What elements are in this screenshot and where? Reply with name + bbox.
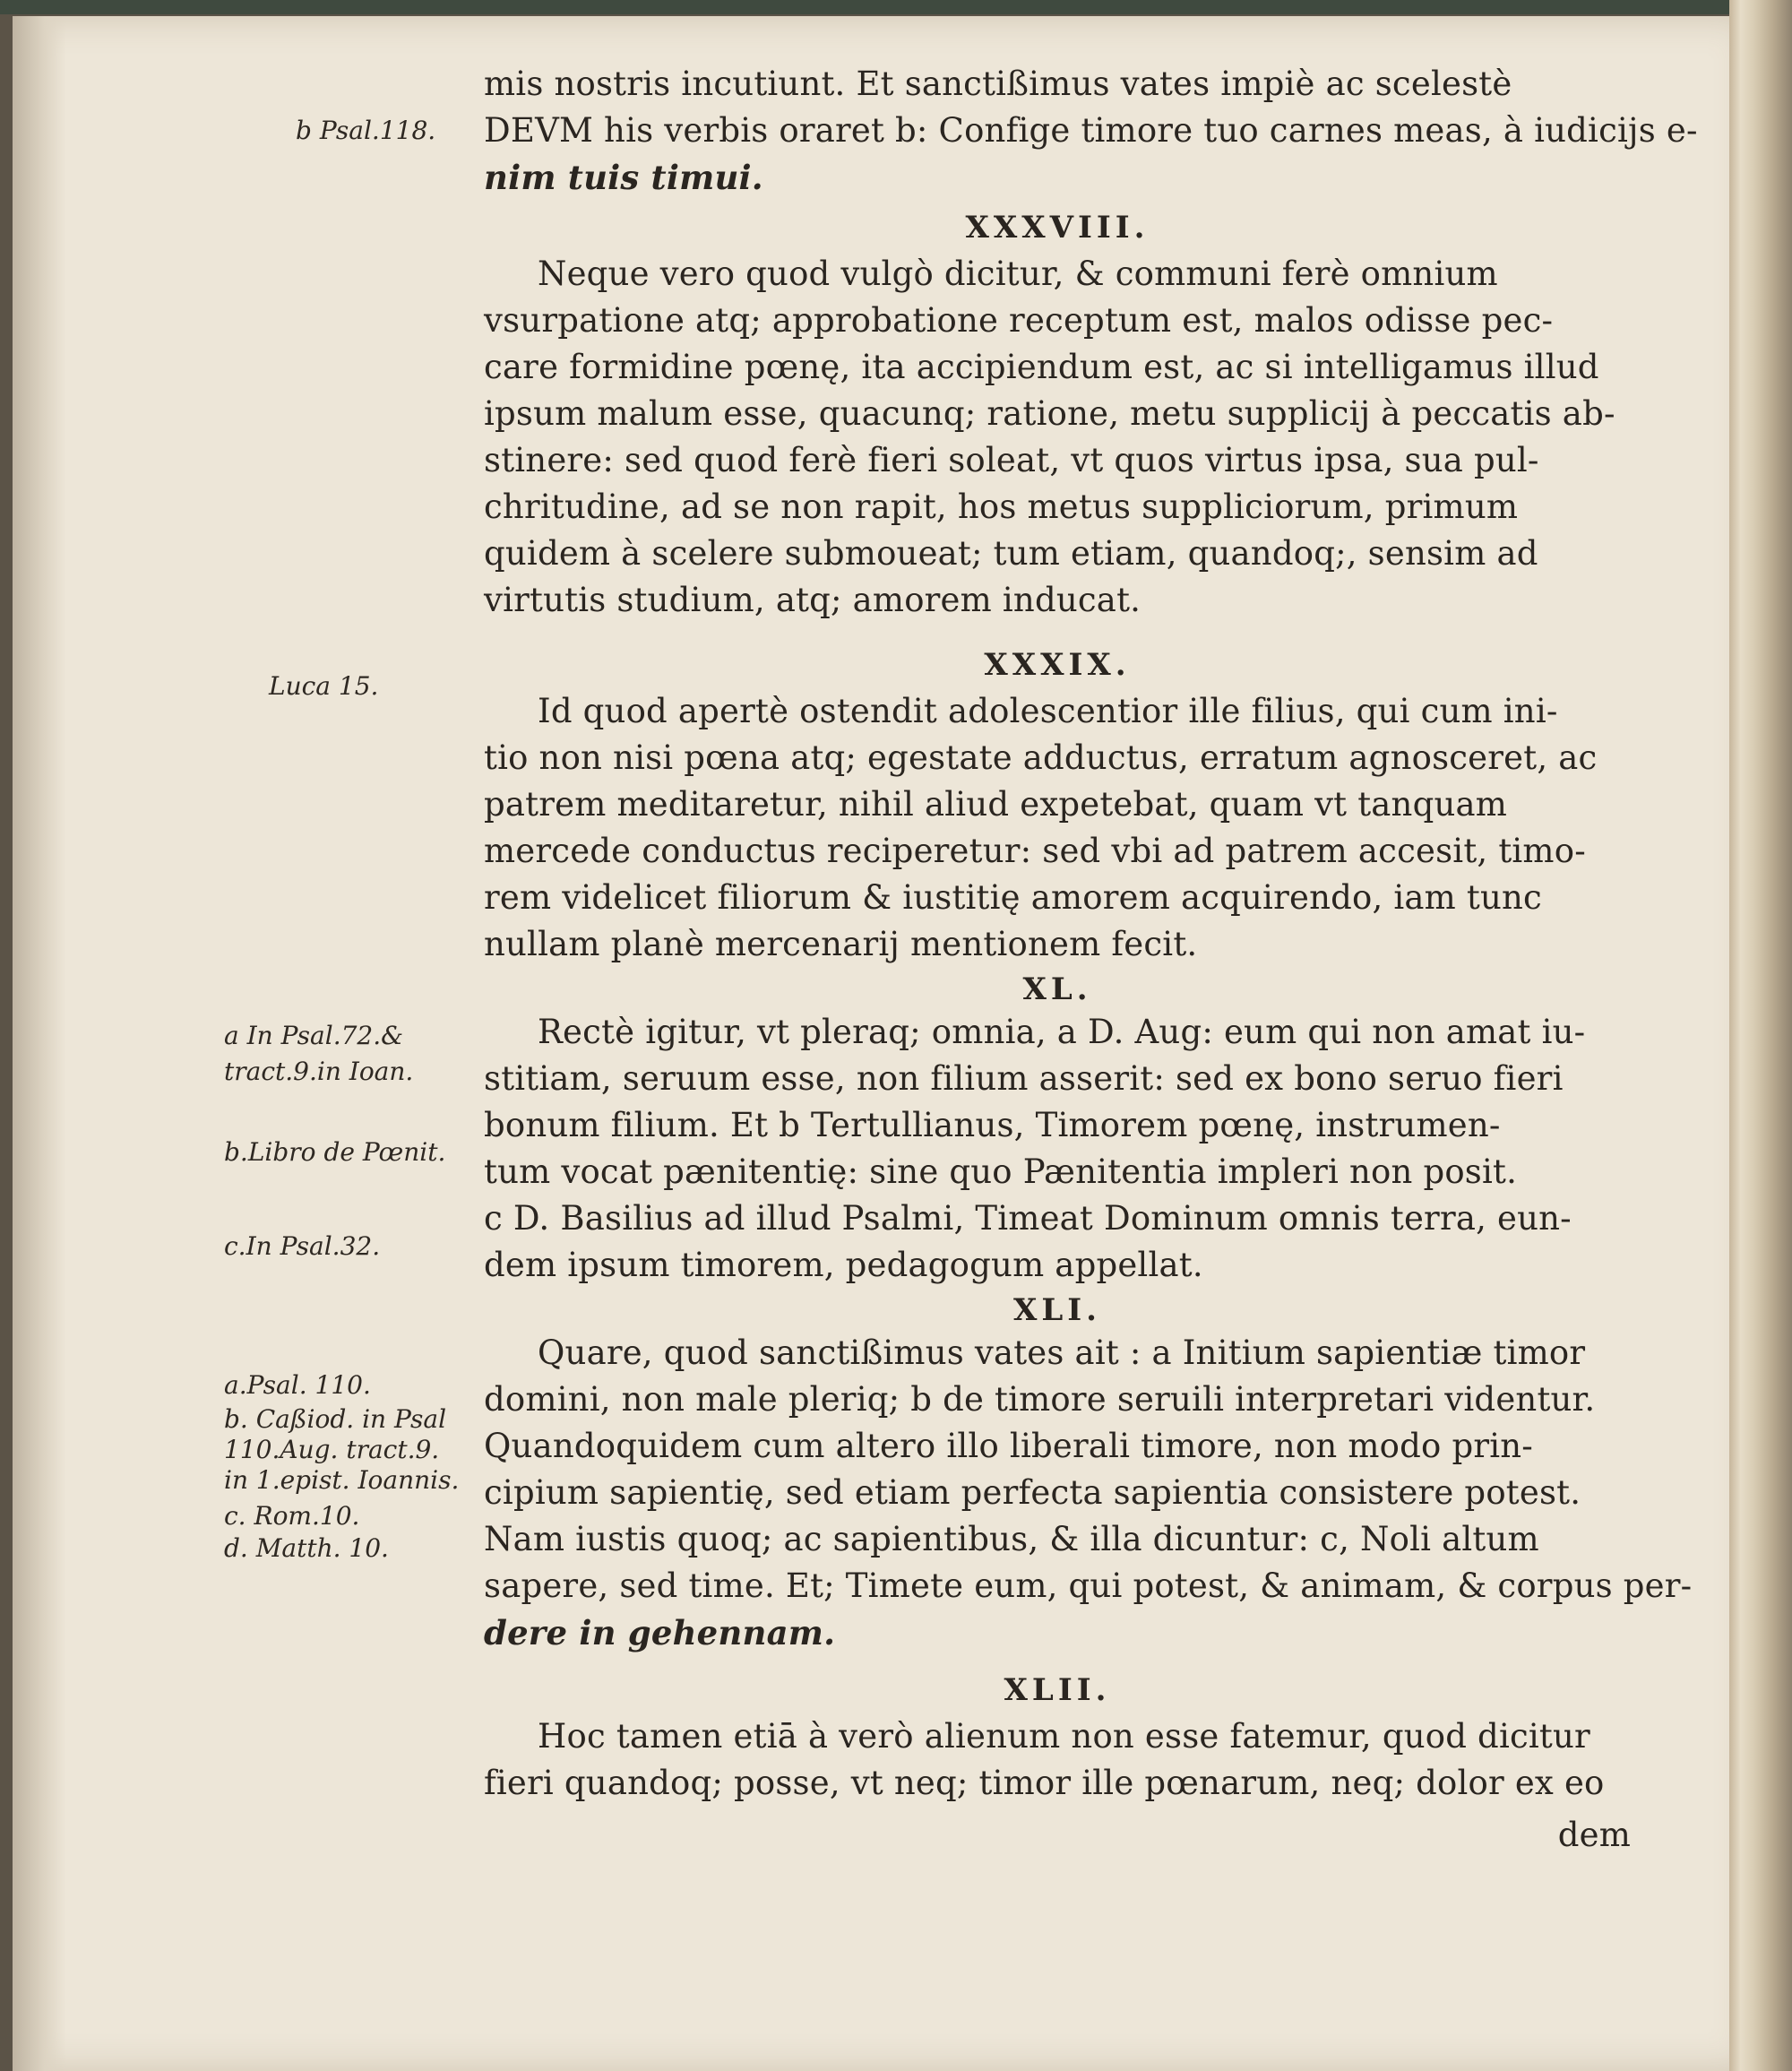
margin-note: a In Psal.72.& (224, 1021, 404, 1050)
page-stack-edge (1729, 0, 1792, 2071)
margin-note: b Psal.118. (296, 116, 436, 145)
margin-note: c.In Psal.32. (224, 1231, 381, 1261)
margin-note: d. Matth. 10. (224, 1533, 389, 1563)
catchword: dem (1557, 1816, 1631, 1854)
text-line: care formidine pœnę, ita accipiendum est, ac si intelligamus illud (484, 348, 1599, 386)
text-line: c D. Basilius ad illud Psalmi, Timeat Dominum omnis terra, eun- (484, 1199, 1572, 1238)
page-gutter (13, 16, 66, 2071)
section-heading: XXXVIII. (965, 210, 1150, 246)
text-line: stinere: sed quod ferè fieri soleat, vt quos virtus ipsa, sua pul- (484, 441, 1539, 479)
margin-note: a.Psal. 110. (224, 1370, 371, 1400)
text-line: mis nostris incutiunt. Et sanctißimus vates impiè ac scelestè (484, 65, 1512, 103)
text-line: Hoc tamen etiā à verò alienum non esse fatemur, quod dicitur (538, 1717, 1590, 1756)
text-line: sapere, sed time. Et; Timete eum, qui potest, & animam, & corpus per- (484, 1566, 1693, 1605)
section-heading: XLII. (1004, 1672, 1111, 1708)
text-line: dem ipsum timorem, pedagogum appellat. (484, 1246, 1203, 1284)
text-line: Nam iustis quoq; ac sapientibus, & illa dicuntur: c, Noli altum (484, 1520, 1539, 1558)
text-line: stitiam, seruum esse, non filium asserit: sed ex bono seruo fieri (484, 1059, 1564, 1098)
margin-note: tract.9.in Ioan. (224, 1057, 414, 1086)
text-line: nim tuis timui. (484, 158, 763, 197)
text-line: domini, non male pleriq; b de timore seruili interpretari videntur. (484, 1380, 1596, 1419)
text-line: dere in gehennam. (484, 1613, 836, 1652)
text-line: vsurpatione atq; approbatione receptum est, malos odisse pec- (484, 301, 1554, 340)
margin-note: c. Rom.10. (224, 1501, 360, 1531)
text-line: Neque vero quod vulgò dicitur, & communi ferè omnium (538, 255, 1498, 293)
margin-note: b.Libro de Pœnit. (224, 1137, 446, 1167)
text-line: rem videlicet filiorum & iustitię amorem acquirendo, iam tunc (484, 878, 1542, 917)
margin-note: Luca 15. (269, 671, 379, 701)
text-line: quidem à scelere submoueat; tum etiam, quandoq;, sensim ad (484, 534, 1538, 573)
text-line: DEVM his verbis oraret b: Confige timore tuo carnes meas, à iudicijs e- (484, 111, 1698, 150)
margin-note: 110.Aug. tract.9. (224, 1435, 440, 1464)
book-cover-edge (0, 0, 1792, 14)
text-line: Id quod apertè ostendit adolescentior ille filius, qui cum ini- (538, 692, 1558, 730)
text-line: mercede conductus reciperetur: sed vbi ad patrem accesit, timo- (484, 832, 1586, 870)
text-line: Rectè igitur, vt pleraq; omnia, a D. Aug: eum qui non amat iu- (538, 1013, 1586, 1051)
text-line: cipium sapientię, sed etiam perfecta sapientia consistere potest. (484, 1473, 1581, 1512)
text-line: fieri quandoq; posse, vt neq; timor ille pœnarum, neq; dolor ex eo (484, 1764, 1605, 1802)
text-line: tio non nisi pœna atq; egestate adductus, erratum agnosceret, ac (484, 738, 1598, 777)
text-line: Quandoquidem cum altero illo liberali timore, non modo prin- (484, 1427, 1534, 1465)
text-line: tum vocat pænitentię: sine quo Pænitentia impleri non posit. (484, 1152, 1518, 1191)
text-line: chritudine, ad se non rapit, hos metus suppliciorum, primum (484, 488, 1519, 526)
text-line: bonum filium. Et b Tertullianus, Timorem pœnę, instrumen- (484, 1106, 1501, 1144)
margin-notes (224, 99, 493, 1891)
margin-note: in 1.epist. Ioannis. (224, 1465, 460, 1495)
text-line: virtutis studium, atq; amorem inducat. (484, 581, 1142, 619)
section-heading: XXXIX. (984, 647, 1131, 683)
text-line: Quare, quod sanctißimus vates ait : a Initium sapientiæ timor (538, 1333, 1586, 1372)
margin-note: b. Caßiod. in Psal (224, 1404, 447, 1434)
text-line: patrem meditaretur, nihil aliud expetebat, quam vt tanquam (484, 785, 1508, 824)
text-line: ipsum malum esse, quacunq; ratione, metu supplicij à peccatis ab- (484, 394, 1615, 433)
text-line: nullam planè mercenarij mentionem fecit. (484, 925, 1198, 963)
section-heading: XL. (1022, 971, 1092, 1007)
section-heading: XLI. (1012, 1292, 1102, 1328)
